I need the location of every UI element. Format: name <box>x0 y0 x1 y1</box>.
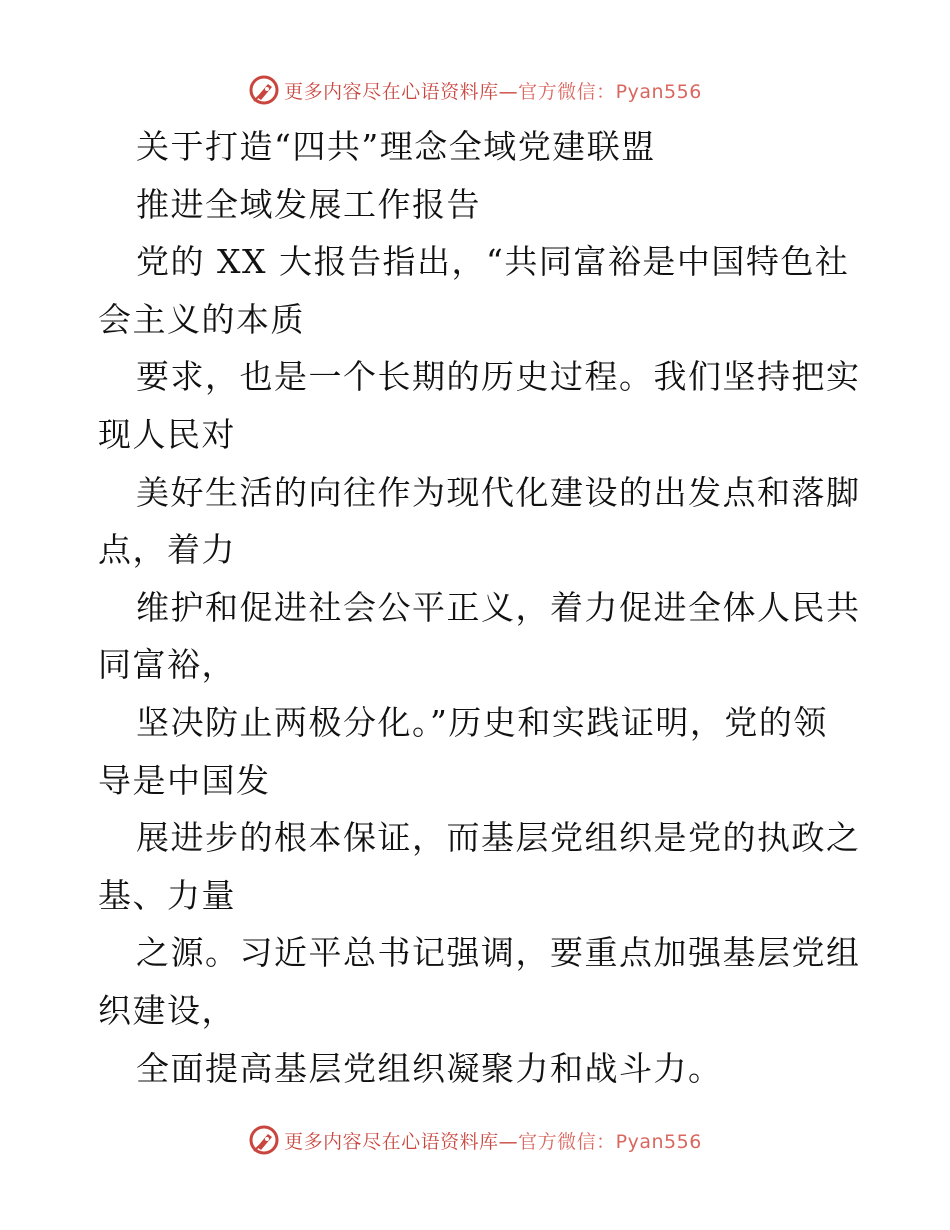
header-banner-separator: — <box>498 80 519 103</box>
document-text-line: 织建设， <box>98 990 236 1030</box>
document-text-line: 导是中国发 <box>98 760 271 800</box>
document-text-line: 党的 XX 大报告指出，“共同富裕是中国特色社 <box>136 242 850 282</box>
document-text-line: 美好生活的向往作为现代化建设的出发点和落脚 <box>136 472 861 512</box>
document-title-line-2: 推进全域发展工作报告 <box>136 184 481 224</box>
document-text-line: 基、力量 <box>98 875 236 915</box>
document-text-line: 之源。习近平总书记强调，要重点加强基层党组 <box>136 933 861 973</box>
footer-banner-title: 更多内容尽在心语资料库 <box>284 1130 499 1153</box>
header-banner-text <box>284 77 702 104</box>
document-title-line-1: 关于打造“四共”理念全域党建联盟 <box>136 127 656 166</box>
footer-banner-text <box>284 1127 702 1154</box>
document-paragraph <box>98 233 861 1097</box>
footer-banner-separator: — <box>498 1130 519 1153</box>
document-body <box>98 118 861 1097</box>
footer-banner-contact: 官方微信：Pyan556 <box>518 1130 702 1153</box>
pen-nib-circle-icon <box>248 74 280 106</box>
header-banner-contact: 官方微信：Pyan556 <box>518 80 702 103</box>
pen-nib-circle-icon <box>248 1124 280 1156</box>
document-text-line: 坚决防止两极分化。”历史和实践证明，党的领 <box>136 702 828 742</box>
document-text-line: 现人民对 <box>98 414 236 454</box>
document-text-line: 点，着力 <box>98 530 236 570</box>
header-banner-title: 更多内容尽在心语资料库 <box>284 80 499 103</box>
document-text-line: 要求，也是一个长期的历史过程。我们坚持把实 <box>136 357 861 397</box>
document-text-line: 展进步的根本保证，而基层党组织是党的执政之 <box>136 818 861 858</box>
document-text-line: 会主义的本质 <box>98 299 305 339</box>
document-text-line: 全面提高基层党组织凝聚力和战斗力。 <box>136 1048 723 1088</box>
document-text-line: 同富裕， <box>98 645 236 685</box>
header-banner <box>0 70 950 110</box>
footer-banner <box>0 1120 950 1160</box>
document-text-line: 维护和促进社会公平正义，着力促进全体人民共 <box>136 587 861 627</box>
